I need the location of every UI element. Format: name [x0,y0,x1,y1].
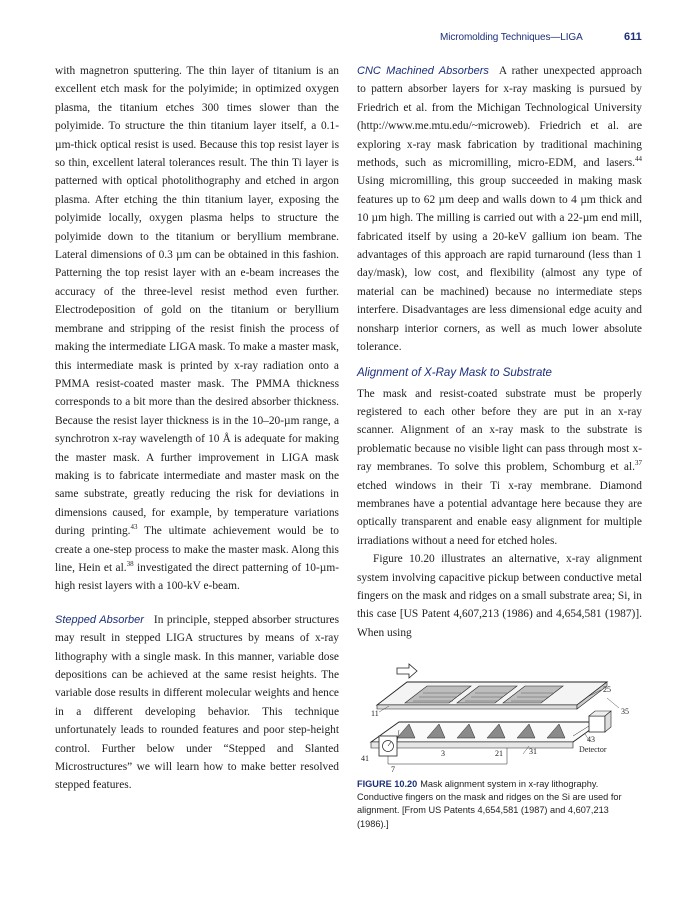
paragraph-alignment [357,385,642,551]
running-title: Micromolding Techniques—LIGA [440,32,583,43]
paragraph-text: In principle, stepped absorber structures may result in stepped LIGA structures by means of x-ray lithography with a single mask. In this manner, variable dose depositions can be achieved at the same resist heights. The variable dose results in different molecular weights and hence in a different developing behavior. This technique unfortunately leads to rounded features and poor step-height control. Further below under “Stepped and Slanted Microstructures” we will learn how to make better resolved stepped features. [55,613,340,792]
reference-marker: 44 [635,155,642,164]
paragraph-text: The ultimate achievement would be to create a one-step process to make the master mask. Along this line, Hein et al. [55,525,339,574]
section-heading-alignment: Alignment of X-Ray Mask to Substrate [357,366,552,379]
paragraph-mask-fabrication [55,62,339,596]
page-number: 611 [624,31,642,43]
reference-marker: 38 [126,560,134,569]
label-21: 21 [495,749,503,758]
paragraph-text: The mask and resist-coated substrate must be properly registered to each other before they are put in an x-ray scanner. Alignment of an x-ray mask to the substrate is problematic because no visible light can pass through most x-ray membranes. To solve this problem, Schomburg et al. [357,387,642,474]
reference-marker: 37 [635,459,642,468]
reference-marker: 43 [130,523,138,532]
figure-caption [357,778,642,831]
paragraph-text: etched windows in their Ti x-ray membrane. Diamond membranes have a potential advantage here because they are optically transparent and enable easy alignment for multiple irradiations without a need for etched holes. [357,479,642,547]
paragraph-text: investigated the direct patterning of 10-µm-high resist layers with a 100-kV e-beam. [55,561,339,593]
paragraph-text: Using micromilling, this group succeeded in making mask features up to 62 µm deep and walls down to 4 µm thick and 10 µm high. The milling is carried out with a 22-µm end mill, fabricated itself by using a 20-keV gallium ion beam. The advantages of this approach are rapid turnaround (less than 1 day/mask), low cost, and flexibility (almost any type of material can be machined) because no intermediate steps interfere. Disadvantages are less dimensional edge acuity and nonsharp interior corners, as well as much lower absolute tolerance. [357,175,642,354]
label-43: 43 [587,735,595,744]
paragraph-cnc-absorbers [357,62,642,357]
label-7: 7 [391,765,395,774]
label-35: 35 [621,707,629,716]
right-column [357,62,642,642]
mask-fingers [405,686,563,703]
paragraph-text: with magnetron sputtering. The thin layer of titanium is an excellent etch mask for the polyimide; in optimized oxygen plasma, the titanium etches 300 times slower than the polyimide. To structure the thin titanium layer itself, a 0.1-µm-thick optical resist is used. Because this top resist layer is so thin, excellent lateral tolerances result. The thin Ti layer is patterned with optical photolithography and etched in argon plasma. After etching the thin titanium layer, exposing the polyimide locally, oxygen plasma helps to structure the polyimide down to the titanium or beryllium membrane. Lateral dimensions of 0.3 µm can be obtained in this fashion. Patterning the top resist layer with an e-beam increases the accuracy of the three-level resist method even further. Electrodeposition of gold on the titanium or beryllium membrane and stripping of the resist finish the process of making the intermediate LIGA mask. To make a master mask, this intermediate mask is printed by x-ray radiation onto a PMMA resist-coated master mask. The PMMA thickness corresponds to a bit more than the desired absorber thickness. Because the resist layer thickness is in the 10–20-µm range, a synchrotron x-ray wavelength of 10 Å is adequate for making the master mask. A further improvement in LIGA mask making is to fabricate intermediate and master mask on the same substrate, greatly reducing the risk for deviations in dimensions caused, for example, by temperature variations during printing. [55,65,339,538]
left-column [55,62,339,795]
runin-heading-cnc: CNC Machined Absorbers [357,65,489,77]
label-31: 31 [529,747,537,756]
label-3: 3 [441,749,445,758]
label-detector: Detector [579,745,607,754]
figure-caption-text: Mask alignment system in x-ray lithography. Conductive fingers on the mask and ridges on the Si are used for alignment. [From US Patents 4,654,581 (1987) and 4,607,213 (1986).] [357,779,622,829]
xray-arrow-icon [397,664,417,678]
figure-caption-label: FIGURE 10.20 [357,779,418,789]
label-11: 11 [371,709,379,718]
detector-box [589,716,605,732]
paragraph-text: A rather unexpected approach to pattern absorber layers for x-ray masking is pursued by Friedrich et al. from the Michigan Technological University (http://www.me.mtu.edu/~microweb). Friedrich et al. are exploring x-ray mask fabrication by traditional machining methods, such as micromilling, micro-EDM, and lasers. [357,65,642,170]
paragraph-gap [55,596,339,611]
paragraph-stepped-absorber [55,611,339,795]
runin-heading-stepped-absorber: Stepped Absorber [55,613,144,626]
label-25: 25 [603,685,611,694]
label-41: 41 [361,754,369,763]
paragraph-figure-reference: Figure 10.20 illustrates an alternative, x-ray alignment system involving capacitive pickup between conductive metal fingers on the mask and ridges on a small substrate area; Si, in this case [US Patent 4,607,213 (1986) and 4,654,581 (1987)]. When using [357,553,642,639]
alignment-diagram [357,660,642,775]
figure-mask-alignment-system [357,660,642,775]
